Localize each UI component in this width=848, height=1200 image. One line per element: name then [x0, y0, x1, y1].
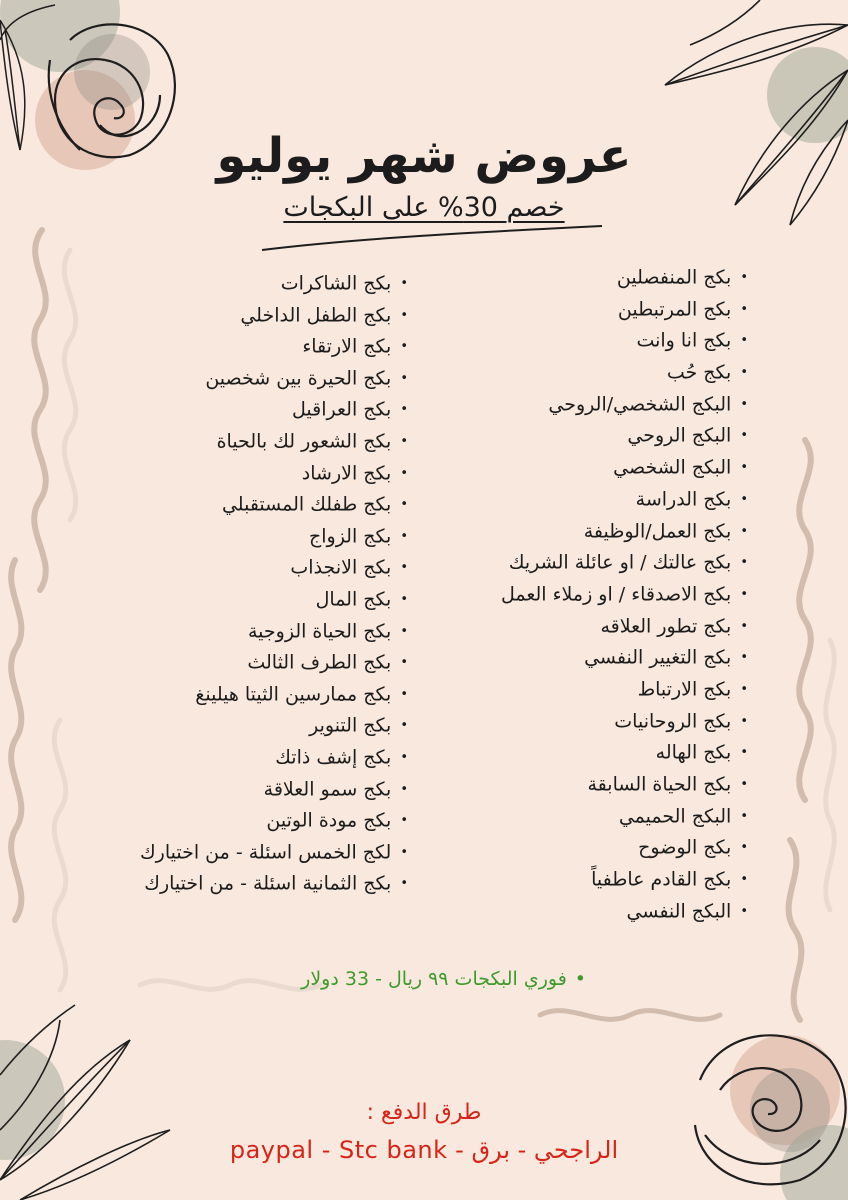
list-item: • بكج الحيرة بين شخصين: [140, 363, 408, 395]
page-subtitle: [0, 192, 848, 224]
packages-list-right: [501, 262, 748, 927]
blob-top-left: [0, 0, 120, 72]
blob-bottom-right: [730, 1035, 840, 1145]
list-item: • البكج النفسي: [501, 896, 748, 928]
subtitle-flourish: [262, 226, 602, 250]
list-item: • بكج الشاكرات: [140, 268, 408, 300]
payment-label: طرق الدفع :: [366, 1100, 482, 1125]
list-item: • بكج التغيير النفسي: [501, 642, 748, 674]
list-item: • بكج التنوير: [140, 710, 408, 742]
list-item: • بكج مودة الوتين: [140, 805, 408, 837]
subtitle-text: خصم 30% على البكجات: [283, 192, 565, 223]
list-item: • البكج الشخصي: [501, 452, 748, 484]
list-item: • بكج الزواج: [140, 521, 408, 553]
list-item: • بكج الطفل الداخلي: [140, 300, 408, 332]
list-item: • بكج المنفصلين: [501, 262, 748, 294]
list-item: • بكج إشف ذاتك: [140, 742, 408, 774]
list-item: • لكج الخمس اسئلة - من اختيارك: [140, 837, 408, 869]
list-item: • بكج الشعور لك بالحياة: [140, 426, 408, 458]
list-item: • بكج الحياة الزوجية: [140, 616, 408, 648]
payment-methods: الراجحي - برق - paypal - Stc bank: [229, 1136, 619, 1164]
list-item: • بكج الوضوح: [501, 832, 748, 864]
list-item: • بكج الروحانيات: [501, 706, 748, 738]
list-item: • بكج طفلك المستقبلي: [140, 489, 408, 521]
list-item: • بكج ممارسين الثيتا هيلينغ: [140, 679, 408, 711]
list-item: • بكج الارتقاء: [140, 331, 408, 363]
list-item: • بكج الارتباط: [501, 674, 748, 706]
list-item: • بكج سمو العلاقة: [140, 774, 408, 806]
price-note: • فوري البكجات ٩٩ ريال - 33 دولار: [301, 968, 586, 990]
list-item: • بكج عالتك / او عائلة الشريك: [501, 547, 748, 579]
packages-list-left: [140, 268, 408, 900]
list-item: • بكج المال: [140, 584, 408, 616]
list-item: • بكج الطرف الثالث: [140, 647, 408, 679]
list-item: • بكج الارشاد: [140, 458, 408, 490]
list-item: • بكج العراقيل: [140, 394, 408, 426]
list-item: • بكج الانجذاب: [140, 552, 408, 584]
list-item: • بكج الثمانية اسئلة - من اختيارك: [140, 868, 408, 900]
list-item: • بكج الاصدقاء / او زملاء العمل: [501, 579, 748, 611]
list-item: • بكج تطور العلاقه: [501, 611, 748, 643]
list-item: • بكج المرتبطين: [501, 294, 748, 326]
list-item: • بكج الحياة السابقة: [501, 769, 748, 801]
list-item: • البكج الحميمي: [501, 801, 748, 833]
page-title: عروض شهر يوليو: [216, 128, 632, 184]
list-item: • البكج الروحي: [501, 420, 748, 452]
list-item: • بكج العمل/الوظيفة: [501, 516, 748, 548]
list-item: • بكج الهاله: [501, 737, 748, 769]
list-item: • بكج الدراسة: [501, 484, 748, 516]
list-item: • بكج حُب: [501, 357, 748, 389]
list-item: • البكج الشخصي/الروحي: [501, 389, 748, 421]
list-item: • بكج انا وانت: [501, 325, 748, 357]
list-item: • بكج القادم عاطفياً: [501, 864, 748, 896]
